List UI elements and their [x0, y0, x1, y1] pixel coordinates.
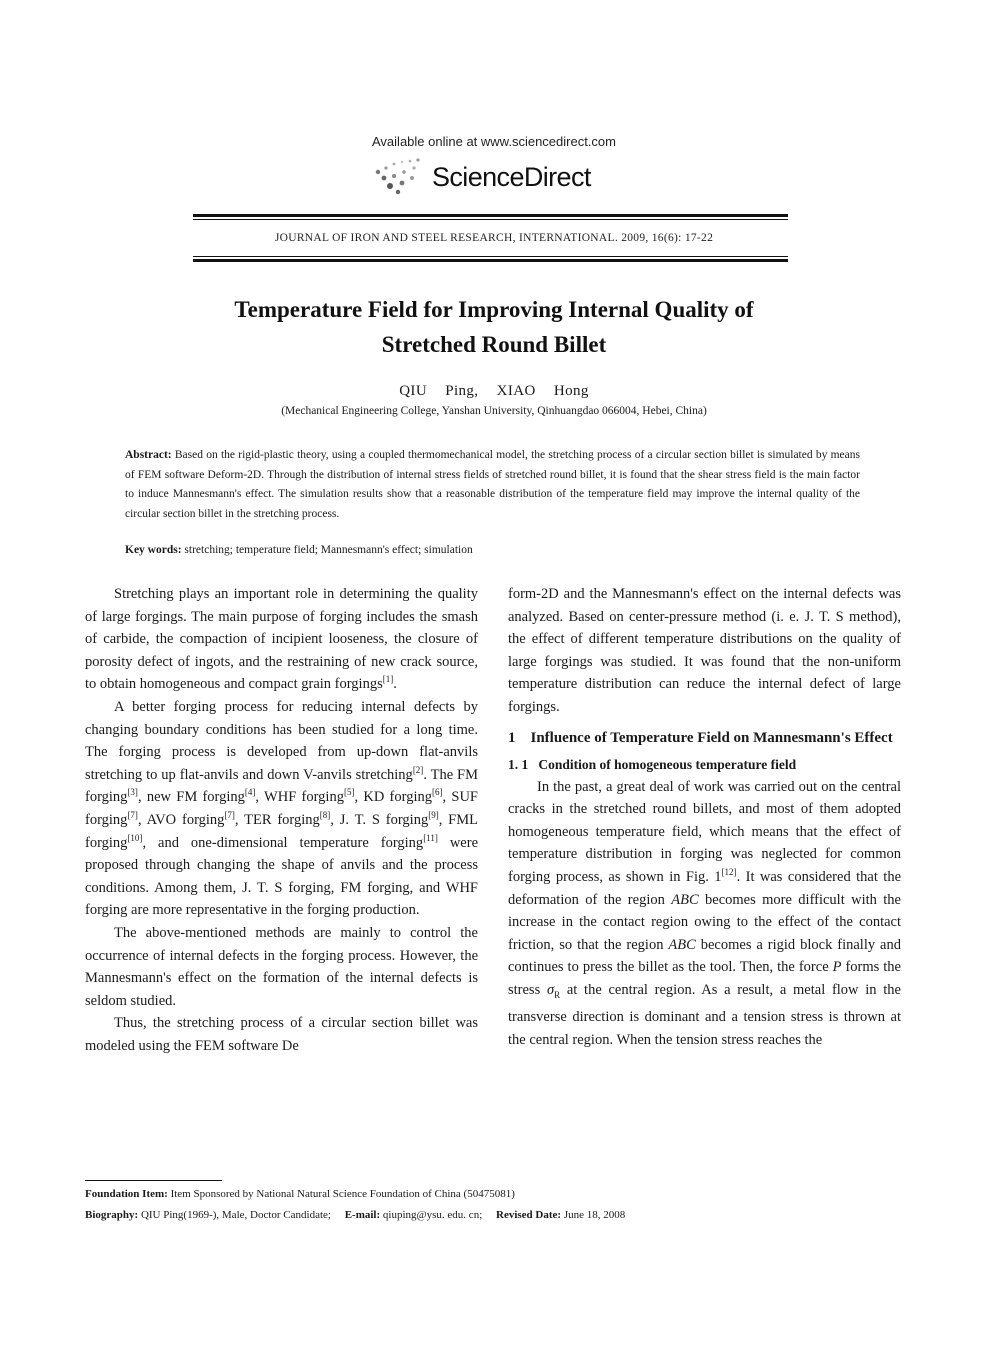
region-label: ABC: [671, 891, 699, 908]
sciencedirect-wordmark: ScienceDirect: [432, 162, 591, 192]
paragraph-2: A better forging process for reducing internal defects by changing boundary conditions has been studied for a long time. The forging process is developed from up-down flat-anvils stretching to up flat-anvils and down V-anvils stretching[2]. The FM forging[3], new FM forging[4], WHF forging[5], KD forging[6], SUF forging[7], AVO forging[7], TER forging[8], J. T. S forging[9], FML forging[10], and one-dimensional temperature forging[11] were proposed through changing the shape of anvils and the process conditions. Among them, J. T. S forging, FM forging, and WHF forging are more representative in the forging production.: [85, 698, 478, 919]
citation-ref: [12]: [721, 866, 737, 877]
author-1: QIU Ping,: [399, 383, 479, 399]
citation-ref: [11]: [423, 832, 438, 843]
stress-subscript: R: [554, 989, 561, 1000]
available-online-line: Available online at www.sciencedirect.com: [372, 134, 616, 149]
subsection-1-1-heading: [508, 754, 901, 776]
foundation-text: Item Sponsored by National Natural Science Foundation of China (50475081): [170, 1188, 515, 1200]
abstract: [125, 446, 860, 524]
abstract-text: Based on the rigid-plastic theory, using a coupled thermomechanical model, the stretching process of a circular section billet is simulated by means of FEM software Deform-2D. Through the distribution of internal stress fields of stretched round billet, it is found that the shear stress field is the main factor to induce Mannesmann's effect. The simulation results show that a reasonable distribution of the temperature field may improve the internal quality of the circular section billet in the stretching process.: [125, 449, 860, 520]
section-number: 1: [508, 729, 516, 746]
body-column-right: [508, 583, 901, 1052]
keywords: [125, 544, 860, 556]
keywords-text: stretching; temperature field; Mannesmann's effect; simulation: [184, 544, 473, 556]
citation-ref: [4]: [244, 787, 256, 798]
email-text: qiuping@ysu. edu. cn;: [382, 1209, 483, 1221]
biography-footnote: [85, 1209, 905, 1221]
section-title: Influence of Temperature Field on Mannesmann's Effect: [530, 729, 893, 746]
sciencedirect-dots-icon: [370, 156, 428, 196]
subsection-title: Condition of homogeneous temperature field: [538, 756, 797, 772]
force-symbol: P: [832, 959, 842, 976]
email-label: E-mail:: [344, 1209, 381, 1221]
affiliation: (Mechanical Engineering College, Yanshan University, Qinhuangdao 066004, Hebei, China): [281, 405, 707, 417]
paragraph-4: Thus, the stretching process of a circular section billet was modeled using the FEM software De: [85, 1015, 478, 1054]
citation-ref: [6]: [431, 787, 443, 798]
citation-ref: [9]: [428, 809, 439, 820]
paragraph-1: Stretching plays an important role in determining the quality of large forgings. The main purpose of forging includes the smash of carbide, the compaction of incipient looseness, the closure of porosity defect of ingots, and the restraining of new crack source, to obtain homogeneous and compact grain forgings[1].: [85, 586, 478, 693]
footnote-rule: [85, 1180, 222, 1181]
citation-ref: [2]: [412, 764, 424, 775]
body-column-left: [85, 583, 478, 1057]
biography-text: QIU Ping(1969-), Male, Doctor Candidate;: [140, 1209, 331, 1221]
biography-label: Biography:: [85, 1209, 139, 1221]
stress-symbol: σ: [546, 981, 555, 998]
author-list: [0, 383, 988, 400]
section-1-heading: [508, 726, 901, 750]
paragraph-5: In the past, a great deal of work was carried out on the central cracks in the stretched round billets, and most of them adopted homogeneous temperature field, which means that the effect of temperature distribution in forging was neglected for common forging process, as shown in Fig. 1[12]. It was considered that the deformation of the region ABC becomes more difficult with the increase in the contact region owing to the effect of the contact friction, so that the region ABC becomes a rigid block finally and continues to press the billet as the tool. Then, the force P forms the stress $\sigma_R$ at the central region. As a result, a metal flow in the transverse direction is dominant and a tension stress is thrown at the central region. When the tension stress reaches the: [508, 778, 902, 1048]
title-line-1: Temperature Field for Improving Internal Quality of: [234, 297, 754, 322]
header-rule-bottom-thin: [193, 256, 788, 257]
abstract-label: Abstract:: [125, 449, 172, 461]
header-rule-top-thick: [193, 214, 788, 217]
revised-date-label: Revised Date:: [496, 1209, 562, 1221]
foundation-label: Foundation Item:: [85, 1188, 168, 1200]
citation-ref: [5]: [343, 787, 355, 798]
header-rule-bottom-thick: [193, 259, 788, 262]
header-rule-top-thin: [193, 219, 788, 220]
citation-ref: [7]: [127, 809, 138, 820]
citation-ref: [7]: [224, 809, 235, 820]
sciencedirect-logo: [370, 156, 630, 198]
foundation-footnote: [85, 1188, 905, 1200]
citation-ref: [10]: [127, 832, 143, 843]
citation-ref: [3]: [127, 787, 138, 798]
region-label: ABC: [668, 936, 696, 953]
author-2: XIAO Hong: [496, 383, 589, 399]
citation-ref: [1]: [382, 674, 394, 685]
revised-date-text: June 18, 2008: [563, 1209, 626, 1221]
citation-ref: [8]: [319, 809, 331, 820]
keywords-label: Key words:: [125, 544, 182, 556]
paragraph-3: The above-mentioned methods are mainly to control the occurrence of internal defects in the forging process. However, the Mannesmann's effect on the formation of the internal defects is seldom studied.: [85, 924, 478, 1009]
subsection-number: 1. 1: [508, 756, 529, 772]
paragraph-4-continued: form-2D and the Mannesmann's effect on the internal defects was analyzed. Based on center-pressure method (i. e. J. T. S method), the effect of different temperature distributions on the quality of large forgings was studied. It was found that the non-uniform temperature distribution can reduce the internal defect of large forgings.: [508, 586, 901, 715]
journal-citation-line: JOURNAL OF IRON AND STEEL RESEARCH, INTERNATIONAL. 2009, 16(6): 17-22: [274, 232, 714, 244]
title-line-2: Stretched Round Billet: [381, 332, 607, 357]
article-title: [140, 292, 848, 362]
